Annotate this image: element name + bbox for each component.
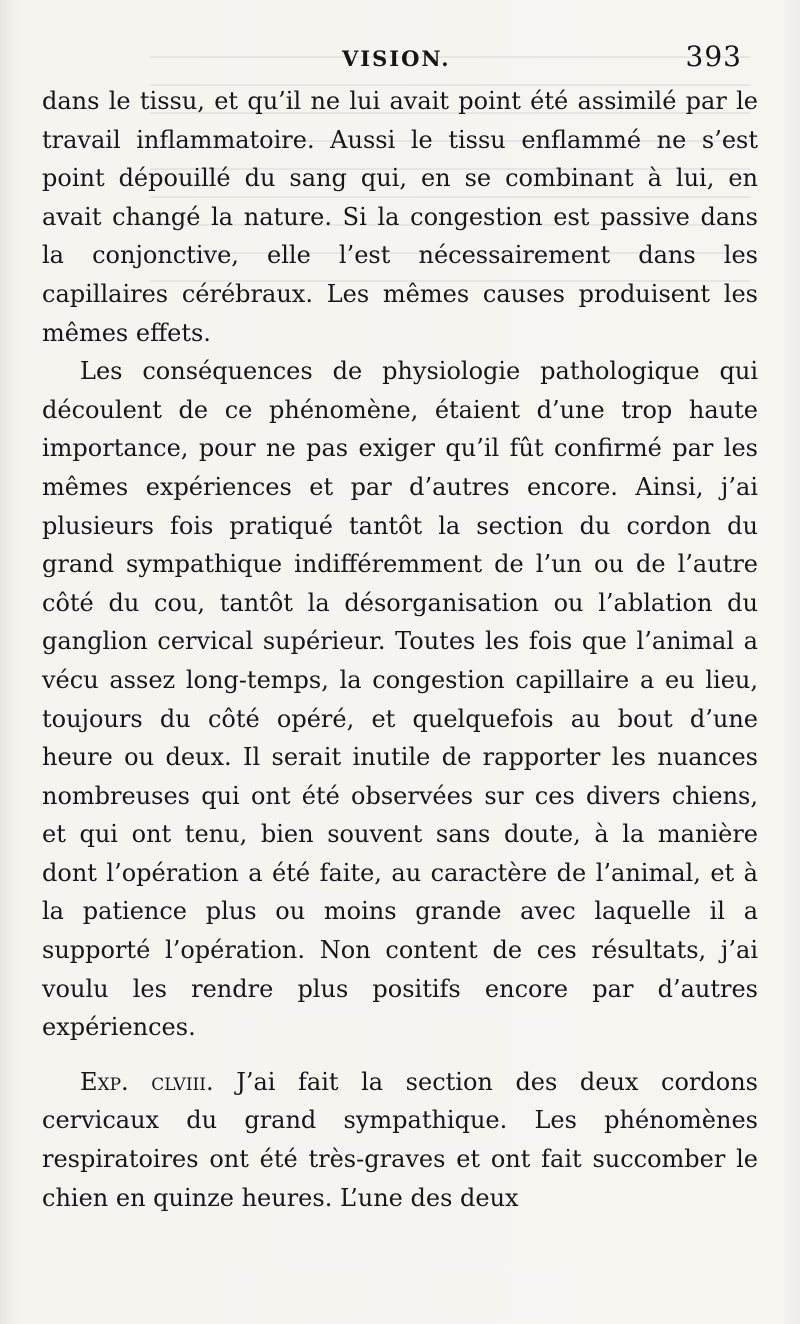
paragraph-1: dans le tissu, et qu’il ne lui avait point été assimilé par le travail inflammatoire. Aussi le tissu enflammé ne s’est point dépouillé du sang qui, en se combinant à lui, en avait changé la nature. Si la congestion est passive dans la conjonctive, elle l’est nécessairement dans les capillaires cérébraux. Les mêmes causes produisent les mêmes effets. — [42, 87, 758, 347]
experiment-label: Exp. clviii. — [80, 1067, 214, 1096]
running-head — [42, 40, 742, 80]
page-number: 393 — [685, 40, 742, 73]
paragraph-3-text: J’ai fait la section des deux cordons cervicaux du grand sympathique. Les phénomènes respiratoires ont été très-graves et ont fait succomber le chien en quinze heures. L’une des deux — [42, 1067, 758, 1212]
page-text — [42, 82, 758, 1217]
paragraph-3 — [42, 1063, 758, 1217]
paragraph-2: Les conséquences de physiologie pathologique qui découlent de ce phénomène, étaient d’une trop haute importance, pour ne pas exiger qu’il fût confirmé par les mêmes expériences et par d’autres encore. Ainsi, j’ai plusieurs fois pratiqué tantôt la section du cordon du grand sympathique indifféremment de l’un ou de l’autre côté du cou, tantôt la désorganisation ou l’ablation du ganglion cervical supérieur. Toutes les fois que l’animal a vécu assez long-temps, la congestion capillaire a eu lieu, toujours du côté opéré, et quelquefois au bout d’une heure ou deux. Il serait inutile de rapporter les nuances nombreuses qui ont été observées sur ces divers chiens, et qui ont tenu, bien souvent sans doute, à la manière dont l’opération a été faite, au caractère de l’animal, et à la patience plus ou moins grande avec laquelle il a supporté l’opération. Non content de ces résultats, j’ai voulu les rendre plus positifs encore par d’autres expériences. — [42, 357, 758, 1042]
running-title: VISION. — [342, 46, 451, 71]
